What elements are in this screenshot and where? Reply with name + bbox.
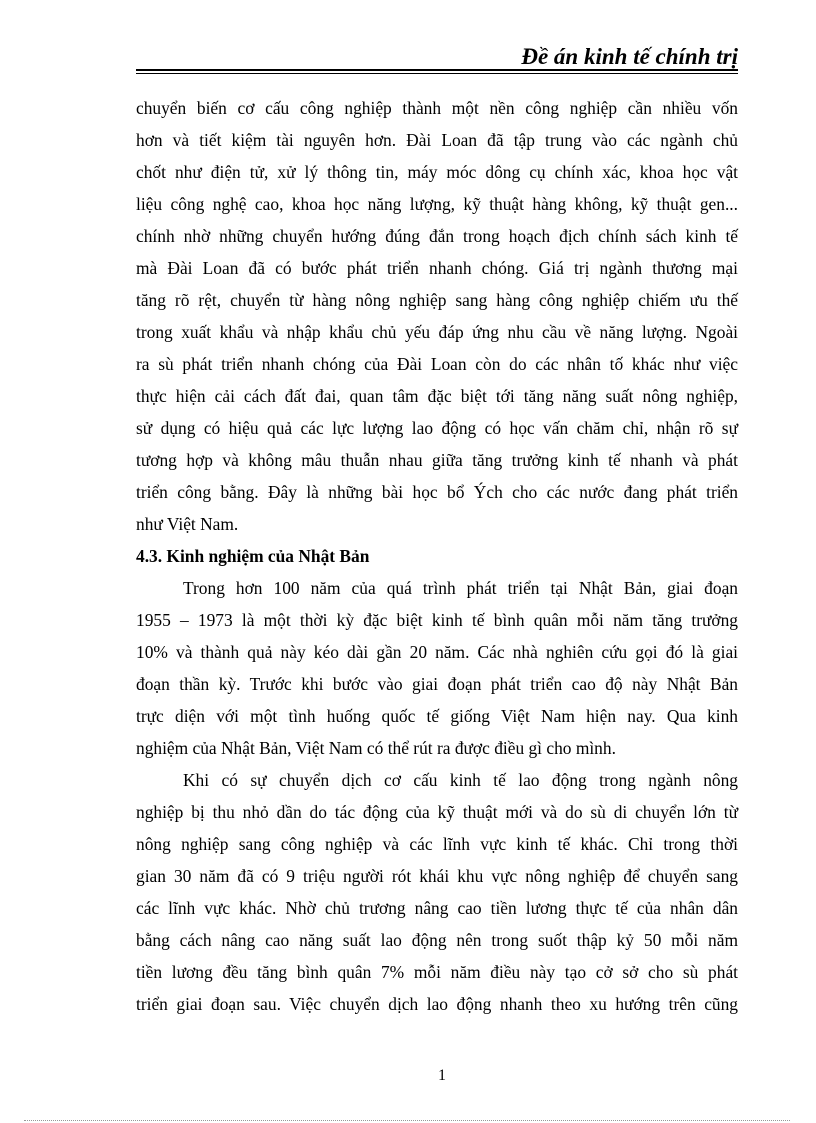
- text-line: như Việt Nam.: [136, 514, 239, 534]
- text-line: nông nghiệp sang công nghiệp và các lĩnh vực kinh tế khác. Chỉ trong thời: [136, 834, 738, 854]
- text-line: bằng cách nâng cao năng suất lao động nên trong suốt thập kỷ 50 mỗi năm: [136, 930, 738, 950]
- text-line: tăng rõ rệt, chuyển từ hàng nông nghiệp sang hàng công nghiệp chiếm ưu thế: [136, 290, 738, 310]
- text-line: tiền lương đều tăng bình quân 7% mỗi năm điều này tạo cở sở cho sù phát: [136, 962, 738, 982]
- text-line: triển giai đoạn sau. Việc chuyển dịch lao động nhanh theo xu hướng trên cũng: [136, 994, 738, 1014]
- text-line: sử dụng có hiệu quả các lực lượng lao động có học vấn chăm chỉ, nhận rõ sự: [136, 418, 738, 438]
- text-line: triển công bằng. Đây là những bài học bổ Ých cho các nước đang phát triển: [136, 482, 738, 502]
- text-line: Trong hơn 100 năm của quá trình phát triển tại Nhật Bản, giai đoạn: [183, 578, 738, 598]
- document-body: [136, 92, 738, 1020]
- page-bottom-rule: [24, 1120, 790, 1121]
- document-header-title: Đề án kinh tế chính trị: [521, 44, 738, 69]
- page-number: 1: [438, 1067, 446, 1084]
- text-line: chuyển biến cơ cấu công nghiệp thành một nền công nghiệp cần nhiều vốn: [136, 98, 738, 118]
- text-line: các lĩnh vực khác. Nhờ chủ trương nâng cao tiền lương thực tế của nhân dân: [136, 898, 738, 918]
- text-line: ra sù phát triển nhanh chóng của Đài Loan còn do các nhân tố khác như việc: [136, 354, 738, 374]
- paragraph-japan-intro: [136, 572, 738, 764]
- text-line: thực hiện cải cách đất đai, quan tâm đặc biệt tới tăng năng suất nông nghiệp,: [136, 386, 738, 406]
- text-line: 10% và thành quả này kéo dài gần 20 năm. Các nhà nghiên cứu gọi đó là giai: [136, 642, 738, 662]
- text-line: gian 30 năm đã có 9 triệu người rót khái khu vực nông nghiệp để chuyển sang: [136, 866, 738, 886]
- text-line: nghiệm của Nhật Bản, Việt Nam có thể rút ra được điều gì cho mình.: [136, 738, 616, 758]
- paragraph-japan-labor: [136, 764, 738, 1020]
- header-rule-thin: [136, 73, 738, 74]
- text-line: 1955 – 1973 là một thời kỳ đặc biệt kinh tế bình quân mỗi năm tăng trưởng: [136, 610, 738, 630]
- text-line: chính nhờ những chuyển hướng đúng đắn trong hoạch địch chính sách kinh tế: [136, 226, 738, 246]
- text-line: liệu công nghệ cao, khoa học năng lượng, kỹ thuật hàng không, kỹ thuật gen...: [136, 194, 738, 214]
- text-line: đoạn thần kỳ. Trước khi bước vào giai đoạn phát triển cao độ này Nhật Bản: [136, 674, 738, 694]
- text-line: tương hợp và không mâu thuẫn nhau giữa tăng trưởng kinh tế nhanh và phát: [136, 450, 738, 470]
- paragraph-taiwan: [136, 92, 738, 540]
- text-line: trực diện với một tình huống quốc tế giống Việt Nam hiện nay. Qua kinh: [136, 706, 738, 726]
- text-line: chốt như điện tử, xử lý thông tin, máy móc dông cụ chính xác, khoa học vật: [136, 162, 738, 182]
- text-line: nghiệp bị thu nhỏ dần do tác động của kỹ thuật mới và do sù di chuyển lớn từ: [136, 802, 738, 822]
- text-line: Khi có sự chuyển dịch cơ cấu kinh tế lao động trong ngành nông: [183, 770, 738, 790]
- section-heading: 4.3. Kinh nghiệm của Nhật Bản: [136, 546, 370, 566]
- header-rule-thick: [136, 69, 738, 71]
- text-line: trong xuất khẩu và nhập khẩu chủ yếu đáp ứng nhu cầu về năng lượng. Ngoài: [136, 322, 738, 342]
- text-line: mà Đài Loan đã có bước phát triển nhanh chóng. Giá trị ngành thương mại: [136, 258, 738, 278]
- text-line: hơn và tiết kiệm tài nguyên hơn. Đài Loan đã tập trung vào các ngành chủ: [136, 130, 738, 150]
